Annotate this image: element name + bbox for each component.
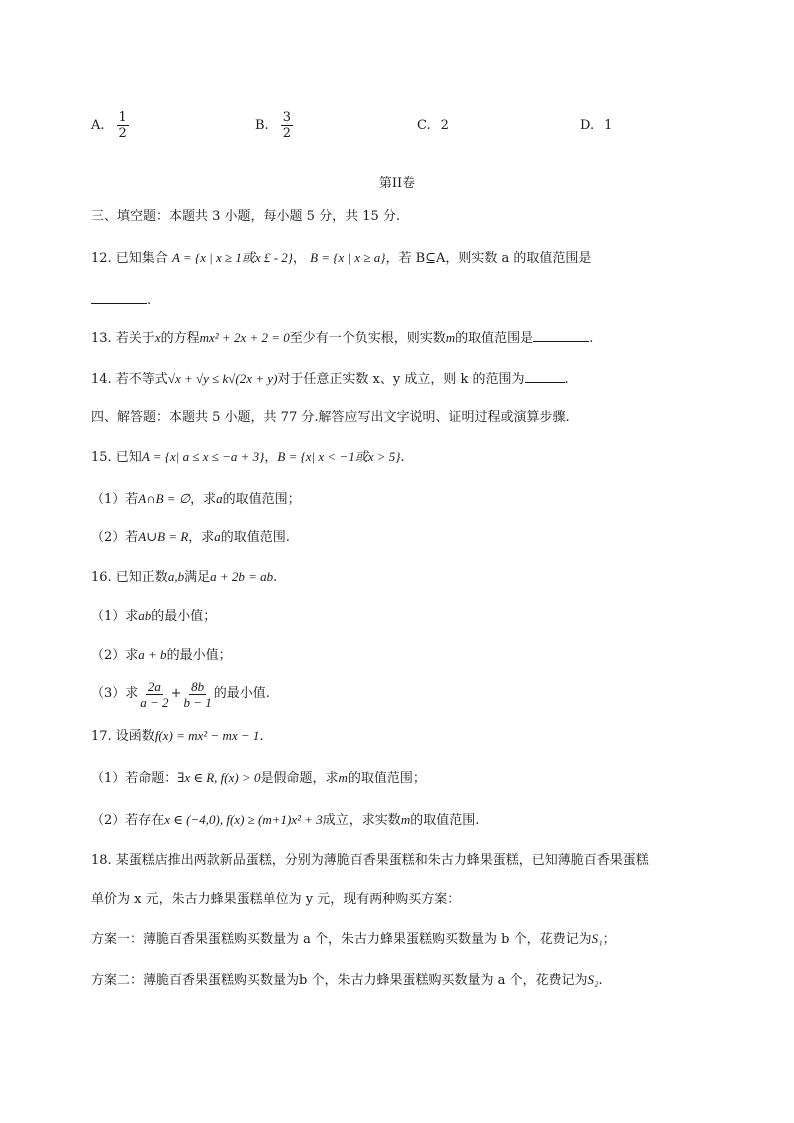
choice-letter: D.	[580, 118, 595, 133]
question-15-part-2	[91, 527, 290, 548]
q13-text: 13. 若关于	[91, 331, 155, 346]
part-label: （1）若命题：	[91, 771, 178, 786]
plan-text: 方案一：薄脆百香果蛋糕购买数量为 a 个，朱古力蜂果蛋糕购买数量为 b 个，花费记为	[91, 932, 592, 947]
answer-blank[interactable]	[91, 291, 147, 304]
choice-d	[580, 118, 612, 133]
question-15-part-1	[91, 489, 301, 510]
q15-text: 15. 已知	[91, 450, 142, 465]
q15-set-b: B = {x| x < −1或x > 5}	[277, 449, 401, 464]
denominator: 2	[118, 126, 127, 141]
choice-b	[255, 110, 295, 141]
plan-text: 方案二：薄脆百香果蛋糕购买数量为b 个，朱古力蜂果蛋糕购买数量为 a 个，花费记为	[91, 973, 588, 988]
cost-s1: S₁	[591, 931, 603, 946]
q17-end: .	[259, 729, 264, 744]
q13-var-x: x	[154, 330, 161, 345]
part-text: 的最小值；	[151, 609, 217, 624]
numerator: 2a	[147, 678, 161, 694]
q13-text: 的方程	[160, 331, 200, 346]
part-text: 的取值范围；	[347, 771, 426, 786]
question-17-part-2	[91, 810, 479, 831]
question-17	[91, 726, 264, 747]
q12-tail: ，若 B⊆A，则实数 a 的取值范围是	[385, 251, 592, 266]
q17-text: 17. 设函数	[91, 729, 155, 744]
q13-var-m: m	[445, 330, 456, 345]
denominator: a − 2	[140, 694, 169, 710]
question-12	[91, 248, 591, 269]
part-label: （2）求	[91, 648, 139, 663]
q16-equation: a + 2b = ab	[210, 569, 274, 584]
var-m: m	[400, 812, 411, 827]
q15-end: .	[400, 450, 405, 465]
fraction	[183, 679, 211, 710]
q15-1-expr: A∩B = ∅	[138, 491, 191, 506]
var-a: a	[214, 529, 221, 544]
q14-end: .	[564, 372, 569, 387]
choice-letter: B.	[255, 118, 269, 133]
question-16-part-3	[91, 676, 270, 712]
q12-end: .	[147, 293, 152, 308]
q12-sep: ，	[292, 251, 306, 266]
part-text: 的取值范围.	[220, 530, 290, 545]
plan-end: .	[598, 973, 603, 988]
part-text: 成立，求实数	[322, 813, 401, 828]
q12-intro: 12. 已知集合	[91, 251, 168, 266]
question-17-part-1	[91, 768, 426, 789]
question-16	[91, 567, 277, 588]
part-label: （2）若	[91, 530, 139, 545]
choice-a	[91, 110, 131, 141]
plan-end: ；	[602, 932, 616, 947]
q15-set-a: A = {x| a ≤ x ≤ −a + 3}	[141, 449, 265, 464]
part-text: 的取值范围；	[222, 492, 301, 507]
plus-sign: +	[170, 686, 182, 701]
choice-value: 1	[604, 118, 613, 133]
question-16-part-1	[91, 606, 216, 627]
choice-value: 2	[440, 118, 449, 133]
choice-letter: C.	[417, 118, 431, 133]
var-m: m	[338, 770, 348, 785]
plan-2	[91, 970, 603, 991]
q14-text: 对于任意正实数 x、y 成立，则 k 的范围为	[277, 372, 525, 387]
plan-1	[91, 929, 616, 950]
numerator: 3	[282, 110, 291, 125]
choice-c	[417, 118, 449, 133]
q17-1-expr: ∃x ∈ R, f(x) > 0	[177, 770, 261, 785]
q13-equation: mx² + 2x + 2 = 0	[199, 330, 290, 345]
question-16-part-2	[91, 645, 232, 666]
volume-title: 第II卷	[378, 176, 416, 191]
part-text: 的最小值；	[166, 648, 232, 663]
question-12-answer-line	[91, 291, 151, 311]
cost-s2: S₂	[587, 972, 599, 987]
q14-text: 14. 若不等式	[91, 372, 168, 387]
q16-end: .	[273, 570, 278, 585]
q13-text: 的取值范围是	[455, 331, 534, 346]
section-4-header: 四、解答题：本题共 5 小题，共 77 分.解答应写出文字说明、证明过程或演算步骤.	[91, 410, 570, 425]
part-text: 的最小值.	[213, 686, 270, 701]
part-text: 的取值范围.	[410, 813, 480, 828]
denominator: b − 1	[183, 694, 212, 710]
section-3-header: 三、填空题：本题共 3 小题，每小题 5 分，共 15 分.	[91, 209, 401, 224]
question-13	[91, 328, 593, 349]
q15-sep: ，	[264, 450, 278, 465]
q12-set-a: A = {x | x ≥ 1或x £ - 2}	[171, 250, 293, 265]
part-text: ，求	[190, 492, 217, 507]
q17-2-expr: x ∈ (−4,0), f(x) ≥ (m+1)x² + 3	[164, 812, 323, 827]
q13-end: .	[589, 331, 594, 346]
question-18-line-2: 单价为 x 元，朱古力蜂果蛋糕单位为 y 元，现有两种购买方案：	[91, 892, 461, 907]
question-14	[91, 369, 569, 390]
q16-text: 满足	[184, 570, 211, 585]
part-label: （2）若存在	[91, 813, 165, 828]
part-label: （3）求	[91, 686, 139, 701]
numerator: 1	[118, 110, 127, 125]
question-15	[91, 447, 405, 468]
part-label: （1）若	[91, 492, 139, 507]
part-text: 是假命题，求	[260, 771, 339, 786]
part-text: ，求	[188, 530, 215, 545]
question-18-line-1: 18. 某蛋糕店推出两款新品蛋糕，分别为薄脆百香果蛋糕和朱古力蜂果蛋糕，已知薄脆百香果蛋糕	[91, 853, 649, 868]
fraction	[140, 679, 168, 710]
q15-2-expr: A∪B = R	[138, 529, 189, 544]
q16-1-expr: ab	[138, 608, 152, 623]
q16-vars: a,b	[167, 569, 185, 584]
q16-text: 16. 已知正数	[91, 570, 168, 585]
var-a: a	[216, 491, 223, 506]
denominator: 2	[282, 126, 291, 141]
q14-inequality: √x + √y ≤ k√(2x + y)	[167, 371, 278, 386]
numerator: 8b	[191, 678, 205, 694]
q13-text: 至少有一个负实根，则实数	[289, 331, 446, 346]
q17-function: f(x) = mx² − mx − 1	[154, 728, 260, 743]
choice-letter: A.	[91, 118, 105, 133]
answer-blank[interactable]	[525, 370, 565, 383]
fraction	[117, 110, 129, 141]
fraction	[281, 110, 293, 141]
part-label: （1）求	[91, 609, 139, 624]
q12-set-b: B = {x | x ≥ a}	[310, 250, 386, 265]
answer-blank[interactable]	[533, 329, 589, 342]
q16-2-expr: a + b	[138, 647, 167, 662]
